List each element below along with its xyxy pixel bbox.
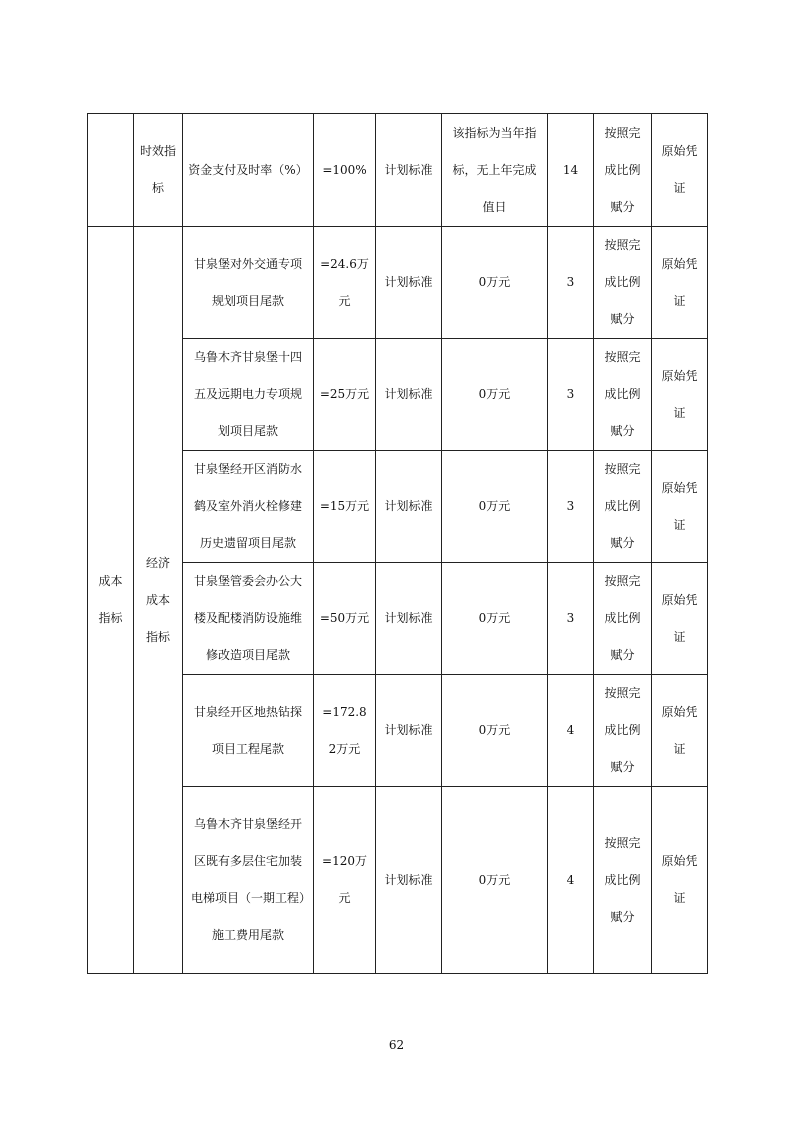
indicator-cell: 甘泉堡对外交通专项规划项目尾款 — [183, 227, 314, 339]
evidence-cell: 原始凭证 — [652, 339, 708, 451]
level3-cell: 时效指标 — [134, 114, 183, 227]
evidence-cell: 原始凭证 — [652, 114, 708, 227]
method-cell: 按照完成比例赋分 — [594, 339, 652, 451]
evidence-cell: 原始凭证 — [652, 227, 708, 339]
page-number: 62 — [388, 1038, 405, 1052]
indicator-cell: 甘泉堡管委会办公大楼及配楼消防设施维修改造项目尾款 — [183, 563, 314, 675]
previous-value-cell: 0万元 — [442, 339, 548, 451]
method-cell: 按照完成比例赋分 — [594, 563, 652, 675]
method-cell: 按照完成比例赋分 — [594, 227, 652, 339]
evidence-cell: 原始凭证 — [652, 675, 708, 787]
previous-value-cell: 0万元 — [442, 675, 548, 787]
basis-cell: 计划标准 — [376, 114, 442, 227]
indicator-cell: 乌鲁木齐甘泉堡经开区既有多层住宅加装电梯项目（一期工程）施工费用尾款 — [183, 787, 314, 974]
target-cell: =24.6万元 — [314, 227, 376, 339]
target-cell: =100% — [314, 114, 376, 227]
previous-value-cell: 该指标为当年指标，无上年完成值日 — [442, 114, 548, 227]
score-cell: 3 — [548, 451, 594, 563]
table-row — [88, 114, 708, 227]
previous-value-cell: 0万元 — [442, 451, 548, 563]
basis-cell: 计划标准 — [376, 451, 442, 563]
score-cell: 4 — [548, 675, 594, 787]
previous-value-cell: 0万元 — [442, 787, 548, 974]
score-cell: 3 — [548, 227, 594, 339]
previous-value-cell: 0万元 — [442, 227, 548, 339]
score-cell: 14 — [548, 114, 594, 227]
cost-level2-cell: 成本指标 — [88, 227, 134, 974]
indicator-cell: 甘泉堡经开区消防水鹤及室外消火栓修建历史遗留项目尾款 — [183, 451, 314, 563]
indicator-cell: 资金支付及时率（%） — [183, 114, 314, 227]
method-cell: 按照完成比例赋分 — [594, 787, 652, 974]
target-cell: =120万元 — [314, 787, 376, 974]
basis-cell: 计划标准 — [376, 787, 442, 974]
evidence-cell: 原始凭证 — [652, 451, 708, 563]
performance-indicator-table — [87, 113, 708, 974]
basis-cell: 计划标准 — [376, 563, 442, 675]
previous-value-cell: 0万元 — [442, 563, 548, 675]
basis-cell: 计划标准 — [376, 227, 442, 339]
indicator-cell: 乌鲁木齐甘泉堡十四五及远期电力专项规划项目尾款 — [183, 339, 314, 451]
target-cell: =15万元 — [314, 451, 376, 563]
cost-level3-cell: 经济成本指标 — [134, 227, 183, 974]
table-row — [88, 227, 708, 339]
indicator-cell: 甘泉经开区地热钻探项目工程尾款 — [183, 675, 314, 787]
score-cell: 3 — [548, 563, 594, 675]
method-cell: 按照完成比例赋分 — [594, 451, 652, 563]
method-cell: 按照完成比例赋分 — [594, 114, 652, 227]
basis-cell: 计划标准 — [376, 675, 442, 787]
method-cell: 按照完成比例赋分 — [594, 675, 652, 787]
score-cell: 4 — [548, 787, 594, 974]
evidence-cell: 原始凭证 — [652, 563, 708, 675]
target-cell: =50万元 — [314, 563, 376, 675]
evidence-cell: 原始凭证 — [652, 787, 708, 974]
basis-cell: 计划标准 — [376, 339, 442, 451]
target-cell: =25万元 — [314, 339, 376, 451]
score-cell: 3 — [548, 339, 594, 451]
target-cell: =172.82万元 — [314, 675, 376, 787]
level2-cell — [88, 114, 134, 227]
